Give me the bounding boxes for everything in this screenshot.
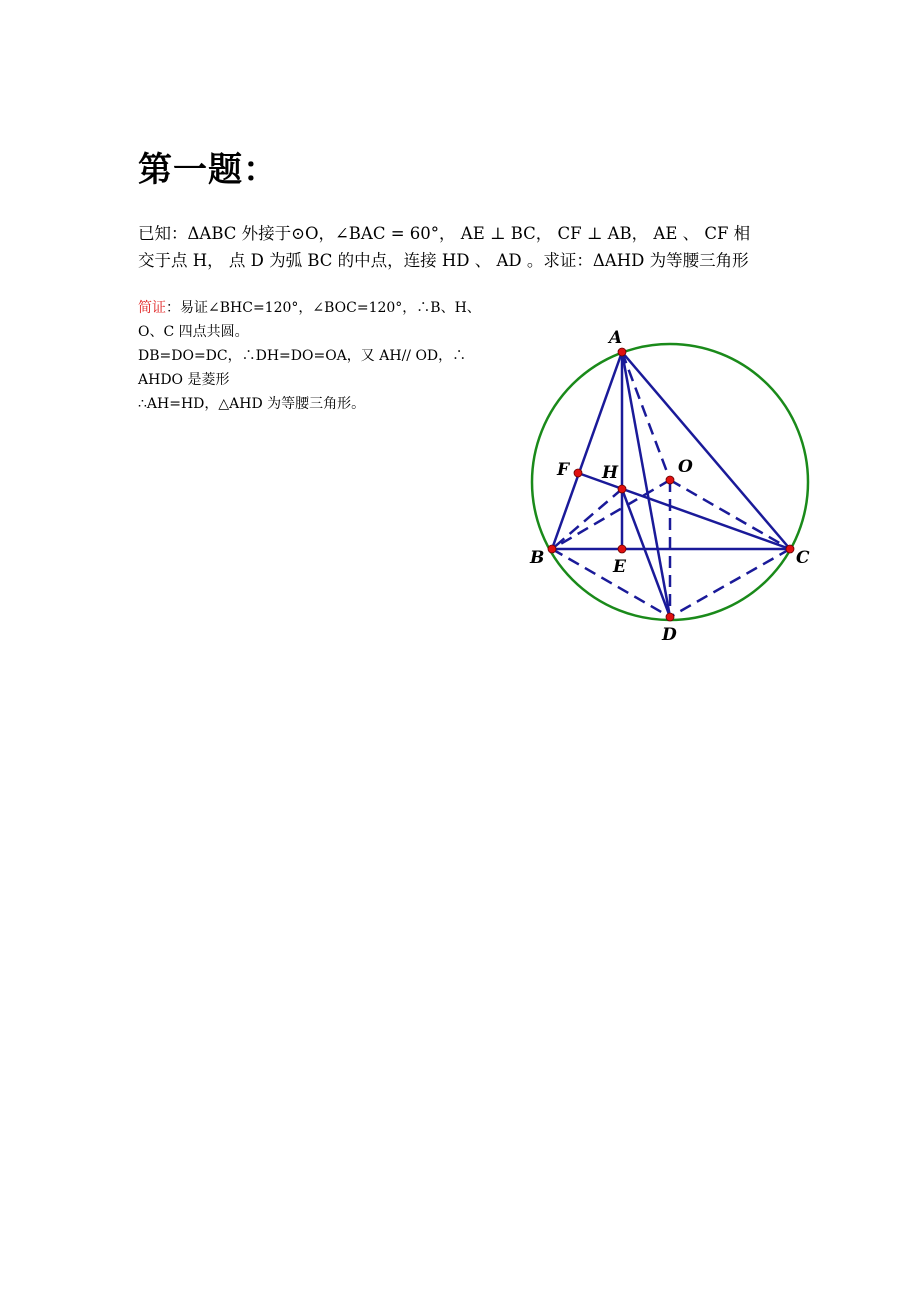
label-c: C: [796, 548, 810, 568]
label-f: F: [557, 460, 570, 480]
segment-hd: [622, 489, 670, 617]
point-o: [666, 476, 674, 484]
problem-line-1: 已知：ΔABC 外接于⊙O，∠BAC = 60°， AE ⊥ BC， CF ⊥ AB， AE 、 CF 相: [138, 224, 751, 243]
segment-oc: [670, 480, 790, 549]
proof-line-5: ∴AH=HD，△AHD 为等腰三角形。: [138, 396, 366, 412]
point-h: [618, 485, 626, 493]
proof-line-4: AHDO 是菱形: [138, 372, 230, 388]
dashed-lines: [552, 352, 790, 617]
geometry-figure: [520, 322, 820, 652]
label-o: O: [678, 457, 693, 477]
point-a: [618, 348, 626, 356]
point-e: [618, 545, 626, 553]
label-e: E: [613, 557, 626, 577]
proof-sketch: [138, 296, 508, 416]
label-b: B: [530, 548, 545, 568]
proof-label: 简证: [138, 300, 166, 316]
label-a: A: [609, 328, 623, 348]
point-b: [548, 545, 556, 553]
problem-line-2: 交于点 H， 点 D 为弧 BC 的中点，连接 HD 、 AD 。求证：ΔAHD 为等腰三角形: [138, 251, 749, 270]
point-c: [786, 545, 794, 553]
point-f: [574, 469, 582, 477]
page-title: 第一题：: [138, 150, 278, 190]
segment-ao: [622, 352, 670, 480]
proof-line-1-text: ：易证∠BHC=120°，∠BOC=120°，∴B、H、: [166, 300, 481, 316]
problem-statement: [138, 220, 788, 274]
proof-line-3: DB=DO=DC，∴DH=DO=OA，又 AH// OD，∴: [138, 348, 467, 364]
point-d: [666, 613, 674, 621]
proof-line-2: O、C 四点共圆。: [138, 324, 249, 340]
label-h: H: [602, 463, 619, 483]
proof-line-1: [138, 296, 508, 320]
label-d: D: [662, 625, 677, 645]
